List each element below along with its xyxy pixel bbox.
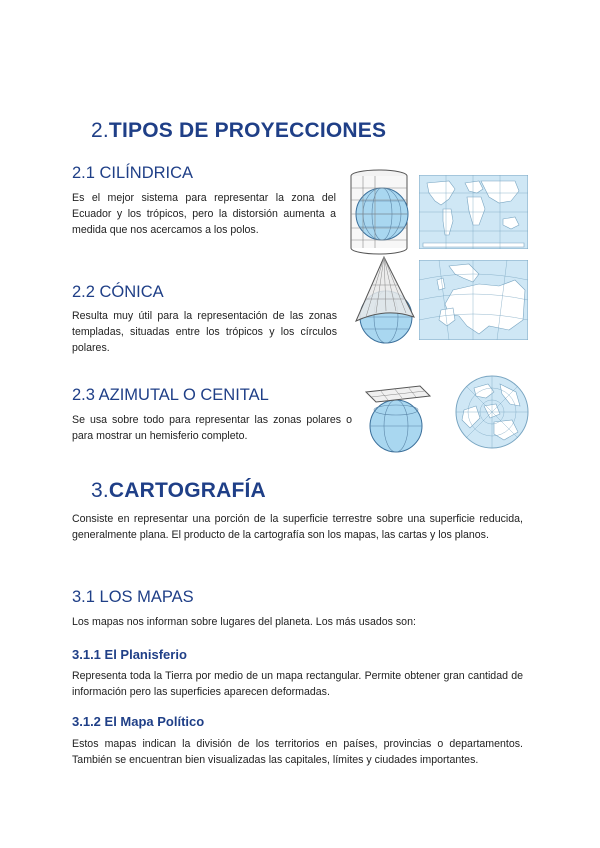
heading-conica: 2.2 CÓNICA — [72, 283, 164, 301]
section-2-title: TIPOS DE PROYECCIONES — [108, 119, 387, 142]
text-azimutal: Se usa sobre todo para representar las zonas polares o para mostrar un hemisferio completo. — [72, 414, 352, 442]
text-conica: Resulta muy útil para la representación de las zonas templadas, situadas entre los trópicos y los círculos polares. — [72, 310, 337, 354]
cylindrical-world-map — [419, 175, 528, 249]
section-2-number: 2. — [91, 119, 109, 142]
heading-mapa-politico: 3.1.2 El Mapa Político — [72, 714, 205, 729]
section-2-heading — [91, 119, 386, 143]
conic-europe-map — [419, 260, 528, 340]
heading-planisferio: 3.1.1 El Planisferio — [72, 647, 187, 662]
cylindrical-projection-figure — [348, 168, 410, 256]
conic-projection-figure — [352, 255, 416, 347]
azimuthal-polar-map — [454, 374, 530, 450]
section-3-number: 3. — [91, 479, 109, 502]
heading-azimutal: 2.3 AZIMUTAL O CENITAL — [72, 386, 269, 404]
text-planisferio: Representa toda la Tierra por medio de un mapa rectangular. Permite obtener gran cantidad de información pero las superficies aparecen deformadas. — [72, 670, 523, 698]
text-cilindrica: Es el mejor sistema para representar la zona del Ecuador y los trópicos, pero la distorsión aumenta a medida que nos acercamos a los polos. — [72, 192, 336, 236]
section-3-title: CARTOGRAFÍA — [108, 479, 266, 502]
heading-los-mapas: 3.1 LOS MAPAS — [72, 588, 194, 606]
text-cartografia: Consiste en representar una porción de la superficie terrestre sobre una superficie reducida, generalmente plana. El producto de la cartografía son los mapas, las cartas y los planos. — [72, 513, 523, 541]
text-mapa-politico: Estos mapas indican la división de los territorios en países, provincias o departamentos. También se encuentran bien visualizadas las capitales, límites y ciudades importantes. — [72, 738, 523, 766]
text-los-mapas: Los mapas nos informan sobre lugares del planeta. Los más usados son: — [72, 616, 416, 628]
section-3-heading — [91, 479, 266, 503]
heading-cilindrica: 2.1 CILÍNDRICA — [72, 164, 194, 182]
azimuthal-projection-figure — [362, 380, 432, 460]
